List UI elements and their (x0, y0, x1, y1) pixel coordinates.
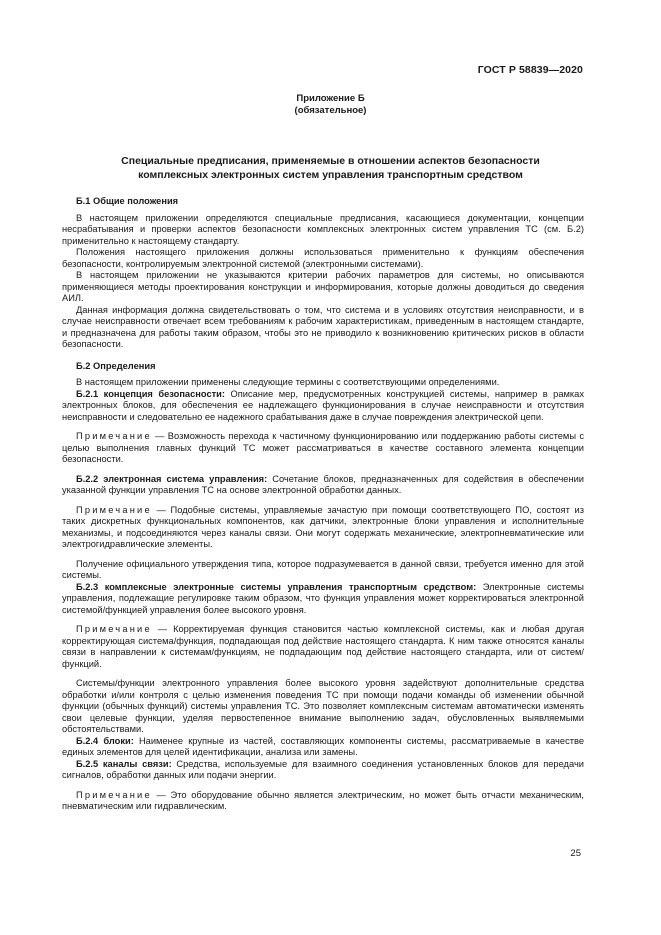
paragraph: Системы/функции электронного управления более высокого уровня задействуют дополнительные средства обработки и/или контроля с целью изменения поведения ТС при помощи подачи команды об изменении обычной функции (обычных функций) системы управления ТС. Это позволяет комплексным системам автоматически изменять свои целевые функции, уделяя первостепенное внимание выполнению задач, обусловленных выявляемыми обстоятельствами. (62, 678, 584, 734)
note (62, 431, 584, 466)
term-text: Наименее крупные из частей, составляющих компоненты системы, рассматриваемые в качестве единых элементов для целей идентификации, анализа или замены. (62, 735, 584, 757)
note-label: Примечание (76, 789, 152, 800)
note-text: — Корректируемая функция становится частью комплексной системы, как и любая другая корректирующая система/функция, подпадающая под действие настоящего стандарта. К ним также относятся каналы связи в направлении к системам/функциям, не подпадающим под действие настоящего стандарта, или от систем/функций. (62, 624, 584, 669)
annex-status: (обязательное) (294, 105, 367, 116)
standard-code: ГОСТ Р 58839—2020 (477, 64, 583, 76)
annex-title: Приложение Б (296, 93, 365, 104)
paragraph: Данная информация должна свидетельствовать о том, что система и в условиях отсутствия неисправности, и в случае неисправности отвечает всем требованиям к рабочим характеристикам, приведенным в настоящем стандарте, и предназначена для работы таким образом, чтобы это не приводило к возникновению критических рисков в области безопасности. (62, 304, 584, 349)
document-title-line-1: Специальные предписания, применяемые в отношении аспектов безопасности (121, 155, 540, 167)
definition-links (62, 759, 584, 782)
note-label: Примечание (76, 431, 152, 441)
note (62, 790, 584, 813)
definition-complex-systems (62, 582, 584, 617)
paragraph: В настоящем приложении не указываются критерии рабочих параметров для системы, но описываются применяющиеся методы проектирования конструкции и информирования, которые должны доводиться до сведения АИЛ. (62, 270, 584, 303)
term-text: Сочетание блоков, предназначенных для содействия в обеспечении указанной функции управления ТС на основе электронной обработки данных. (62, 473, 584, 495)
term-text: Электронные системы управления, подлежащие регулировке таким образом, что функция управления может корректироваться электронной системой/функцией управления более высокого уровня. (62, 581, 584, 615)
term-text: Описание мер, предусмотренных конструкцией системы, например в рамках электронных блоков, для обеспечения ее надлежащего функционирования в случае неисправности и отсутствия неисправности и следовательно ее надежного срабатывания даже в случае повреждения электрической цепи. (62, 388, 584, 422)
section-heading-definitions: Б.2 Определения (76, 360, 156, 371)
page-number: 25 (570, 848, 581, 859)
section-heading-general: Б.1 Общие положения (76, 196, 179, 206)
document-title (60, 154, 601, 182)
paragraph: В настоящем приложении определяются специальные предписания, касающиеся документации, концепции несрабатывания и проверки аспектов безопасности комплексных электронных систем управления ТС (см. Б.2) применительно к настоящему стандарту. (62, 212, 584, 246)
paragraph: Получение официального утверждения типа, которое подразумевается в данной связи, требуется именно для этой системы. (62, 558, 584, 580)
note-text: — Подобные системы, управляемые зачастую при помощи соответствующего ПО, состоят из таких дискретных функциональных компонентов, как датчики, электронные блоки управления и исполнительные механизмы, и подсоединяются через каналы связи. Они могут содержать механические, электропневматические или электрогидравлические элементы. (62, 504, 584, 549)
note-label: Примечание (76, 504, 152, 515)
paragraph: Положения настоящего приложения должны использоваться применительно к функциям обеспечения безопасности, контролируемым электронной системой (электронными системами). (62, 247, 584, 269)
definition-electronic-control-system (62, 474, 584, 497)
note (62, 624, 584, 670)
paragraph: В настоящем приложении применены следующие термины с соответствующими определениями. (76, 377, 500, 387)
term: Б.2.4 блоки: (76, 735, 134, 746)
note-label: Примечание (76, 624, 152, 634)
term: Б.2.2 электронная система управления: (76, 473, 268, 484)
term: Б.2.1 концепция безопасности: (76, 388, 225, 399)
term: Б.2.3 комплексные электронные системы управления транспортным средством: (76, 581, 477, 592)
note-text: — Возможность перехода к частичному функционированию или поддержанию работы системы с целью выполнения главных функций ТС может рассматриваться в качестве составного элемента концепции безопасности. (62, 431, 584, 464)
document-body (62, 196, 584, 813)
term: Б.2.5 каналы связи: (76, 758, 172, 769)
note (62, 505, 584, 551)
definition-units (62, 736, 584, 759)
note-text: — Это оборудование обычно является электрическим, но может быть отчасти механическим, пневматическим или гидравлическим. (62, 789, 584, 811)
definition-safety-concept (62, 389, 584, 424)
document-title-line-2: комплексных электронных систем управления транспортным средством (138, 169, 523, 181)
term-text: Средства, используемые для взаимного соединения установленных блоков для передачи сигналов, обработки данных или подачи энергии. (62, 758, 584, 780)
